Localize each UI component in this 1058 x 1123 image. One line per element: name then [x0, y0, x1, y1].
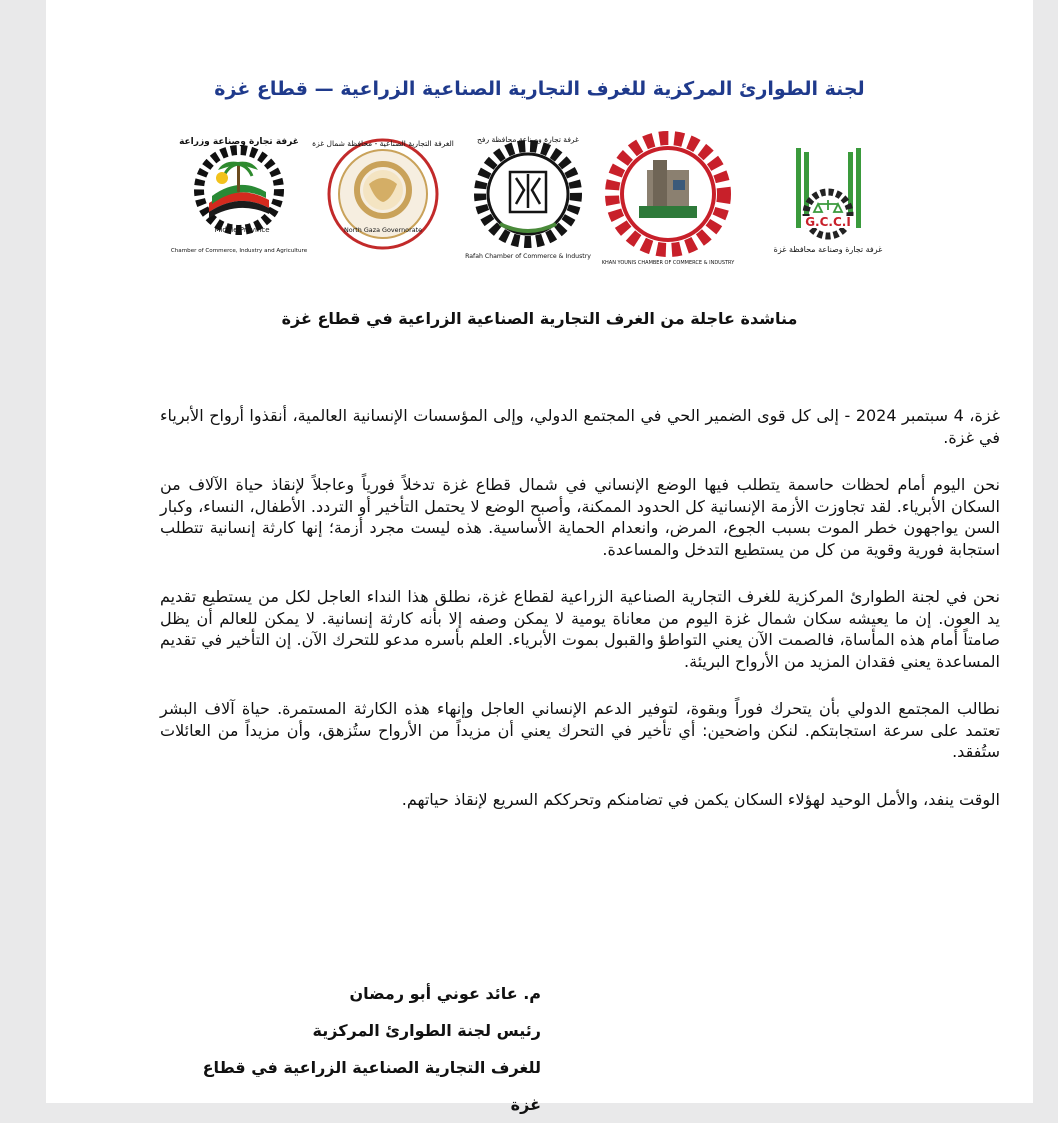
- north-logo-en: North Gaza Governorate: [343, 226, 423, 234]
- middle-province-logo: [170, 128, 308, 263]
- signatory-name: م. عائد عوني أبو رمضان: [349, 984, 541, 1003]
- rafah-logo-ar: غرفة تجارة وصناعة محافظة رفح: [477, 135, 579, 144]
- rafah-logo-en: Rafah Chamber of Commerce & Industry: [465, 253, 591, 260]
- paragraph-date-intro: غزة، 4 سبتمبر 2024 - إلى كل قوى الضمير الحي في المجتمع الدولي، وإلى المؤسسات الإنسانية العالمية، أنقذوا أرواح الأبرياء في غزة.: [160, 406, 1001, 447]
- rafah-logo: [465, 128, 591, 268]
- paragraph-committee-call: نحن في لجنة الطوارئ المركزية للغرف التجارية الصناعية الزراعية لقطاع غزة، نطلق هذا النداء العاجل لكل من يستطيع تقديم يد العون. إن ما يعيشه سكان شمال غزة اليوم من معاناة يومية لا يمكن وصفه إلا بأنه كارثة إنسانية. لا يمكن للعالم أن يظل صامتاً أمام هذه المأساة، فالصمت الآن يعني التواطؤ والقبول بموت الأبرياء. العلم بأسره مدعو للتحرك الآن. إن التأخير في تقديم المساعدة يعني فقدان المزيد من الأرواح البريئة.: [160, 587, 1000, 671]
- khan-younis-logo: [603, 122, 733, 272]
- signatory-org: للغرف التجارية الصناعية الزراعية في قطاع غزة: [202, 1058, 541, 1114]
- gaza-logo-abbr: G.C.C.I: [805, 215, 851, 229]
- middle-logo-en2: Chamber of Commerce, Industry and Agriculture: [170, 248, 308, 254]
- middle-logo-ar: غرفة تجارة وصناعة وزراعة: [179, 137, 299, 147]
- middle-logo-en: Middle Province: [214, 226, 270, 234]
- paragraph-demand: نطالب المجتمع الدولي بأن يتحرك فوراً وبقوة، لتوفير الدعم الإنساني العاجل وإنهاء هذه الكارثة المستمرة. حياة آلاف البشر تعتمد على سرعة استجابتكم. لنكن واضحين: أي تأخير في التحرك يعني أن مزيداً من الأرواح ستُزهق، وأن مزيداً من العائلات ستُفقد.: [160, 699, 1000, 761]
- north-gaza-logo: [312, 128, 454, 260]
- appeal-title: مناشدة عاجلة من الغرف التجارية الصناعية الزراعية في قطاع غزة: [281, 309, 798, 328]
- khan-younis-logo-en: KHAN YOUNIS CHAMBER OF COMMERCE & INDUSTRY: [601, 260, 735, 266]
- paragraph-situation: نحن اليوم أمام لحظات حاسمة يتطلب فيها الوضع الإنساني في شمال قطاع غزة تدخلاً فورياً وعاجلاً لإنقاذ حياة الآلاف من السكان الأبرياء. لقد تجاوزت الأزمة الإنسانية كل الحدود الممكنة، وأصبح الوضع لا يحتمل التأخير أو التردد. الأطفال، النساء، وكبار السن يواجهون خطر الموت بسبب الجوع، المرض، وانعدام الحماية الأساسية. هذه ليست مجرد أزمة؛ إنها كارثة إنسانية تتطلب استجابة فورية وقوية من كل من يستطيع التدخل والمساعدة.: [160, 475, 1000, 559]
- letter-page: [46, 0, 1033, 1114]
- gaza-gcci-logo: [768, 140, 898, 265]
- signature-block: [196, 975, 541, 1123]
- north-logo-ar: الغرفة التجارية الصناعية - محافظة شمال غزة: [312, 139, 454, 148]
- signatory-role: رئيس لجنة الطوارئ المركزية: [312, 1021, 541, 1040]
- paragraph-closing: الوقت ينفد، والأمل الوحيد لهؤلاء السكان يكمن في تضامنكم وتحرككم السريع لإنقاذ حياتهم.: [401, 789, 1000, 809]
- letter-body: [160, 405, 1000, 836]
- gaza-logo-ar: غرفة تجارة وصناعة محافظة غزة: [773, 245, 883, 254]
- committee-header: لجنة الطوارئ المركزية للغرف التجارية الصناعية الزراعية — قطاع غزة: [214, 78, 865, 100]
